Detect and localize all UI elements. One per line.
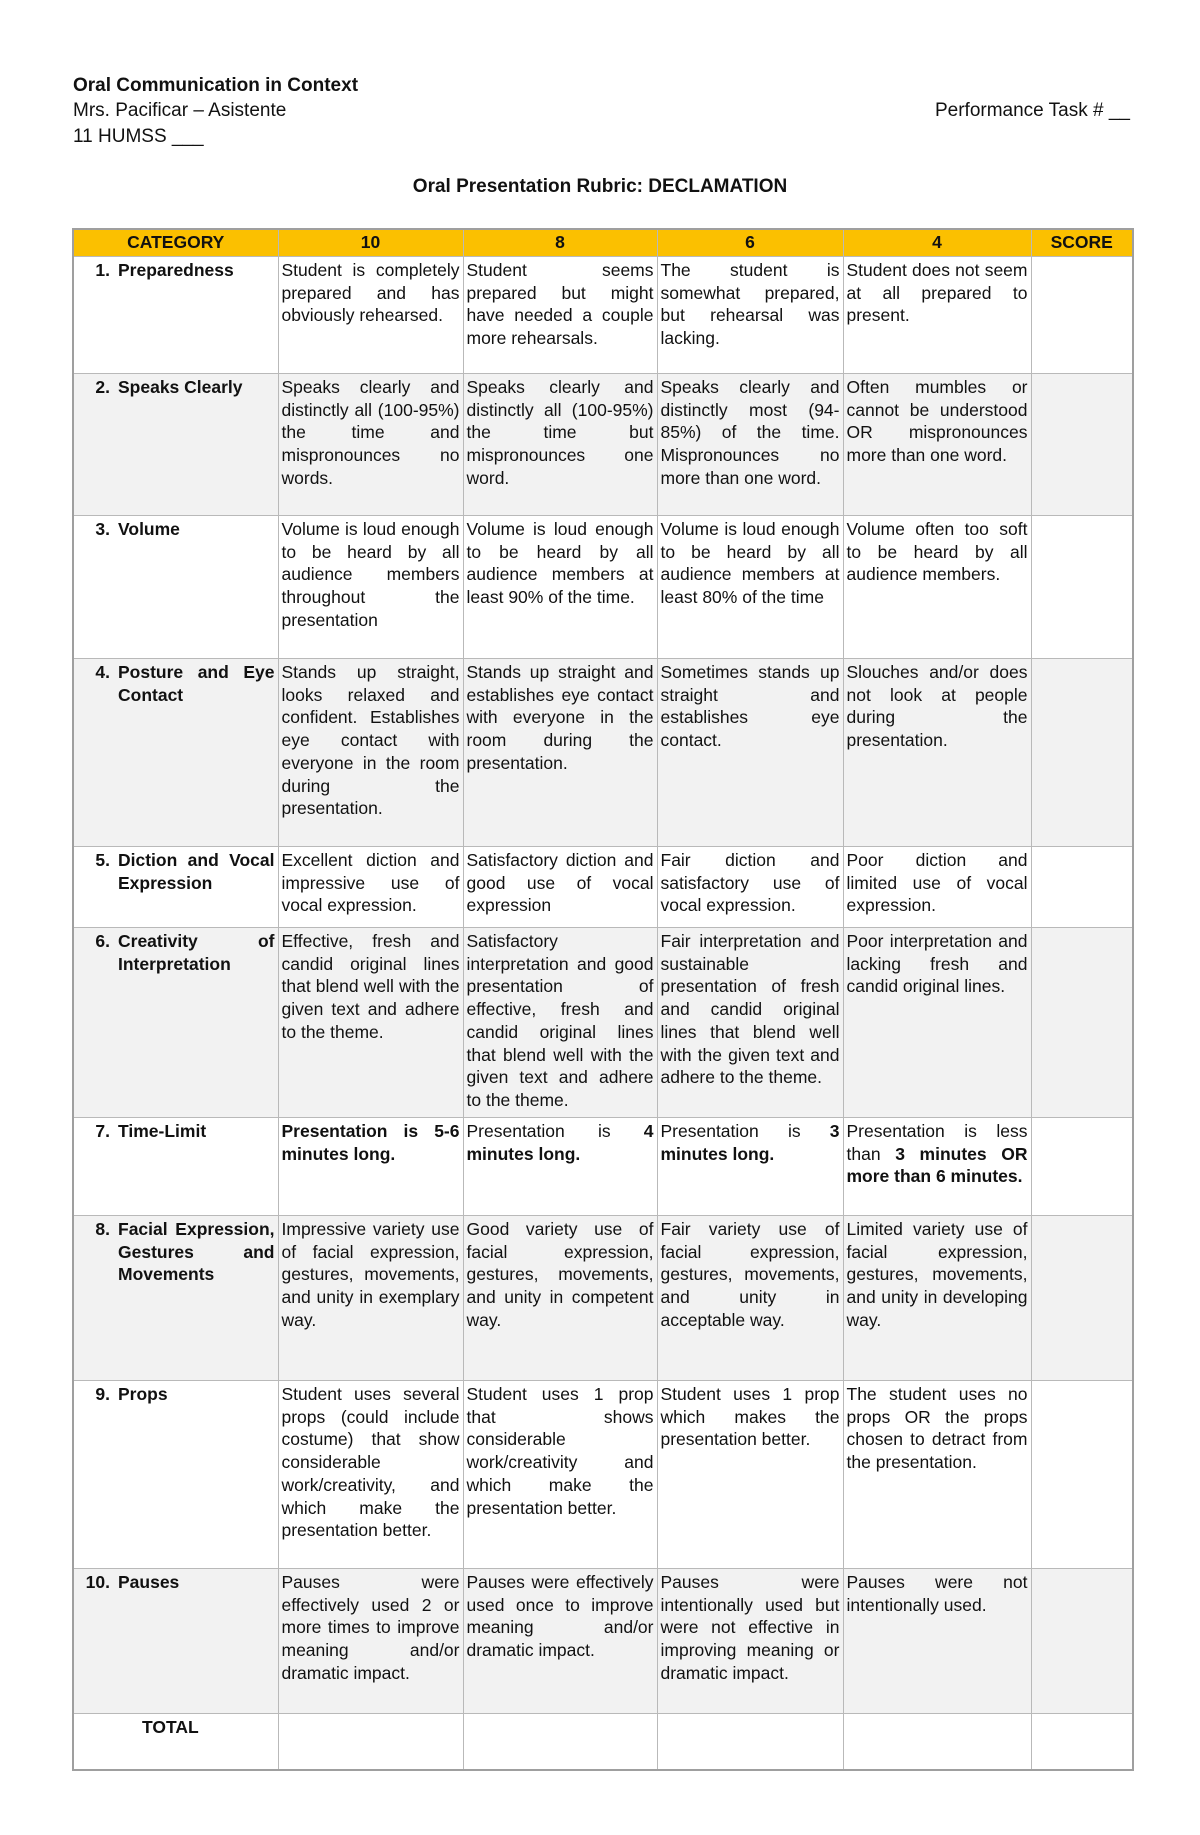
criteria-8-cell: Satisfactory interpretation and good presentation of effective, fresh and candid original lines that blend well with the given text and adhere to the theme. (463, 928, 657, 1118)
category-cell (73, 516, 278, 659)
criteria-10-cell: Presentation is 5-6 minutes long. (278, 1118, 463, 1216)
category-name: Posture and Eye Contact (118, 662, 275, 705)
category-name: Preparedness (118, 260, 234, 280)
criteria-8-cell: Volume is loud enough to be heard by all audience members at least 90% of the time. (463, 516, 657, 659)
table-row (73, 1216, 1133, 1381)
criteria-8-cell: Student uses 1 prop that shows considerable work/creativity and which make the presentation better. (463, 1381, 657, 1569)
category-cell (73, 1216, 278, 1381)
section-label: 11 HUMSS ___ (73, 126, 204, 147)
table-row (73, 1381, 1133, 1569)
category-number: 8. (95, 1219, 110, 1239)
criteria-6-cell: Speaks clearly and distinctly most (94-85%) of the time. Mispronounces no more than one word. (657, 374, 843, 516)
criteria-6-cell: Volume is loud enough to be heard by all audience members at least 80% of the time (657, 516, 843, 659)
column-header-8: 8 (463, 229, 657, 257)
criteria-4-cell: Poor diction and limited use of vocal expression. (843, 847, 1031, 928)
category-number: 6. (95, 931, 110, 951)
table-row (73, 928, 1133, 1118)
score-cell[interactable] (1031, 928, 1133, 1118)
teacher-name: Mrs. Pacificar – Asistente (73, 100, 287, 121)
category-name: Diction and Vocal Expression (118, 850, 275, 893)
column-header-10: 10 (278, 229, 463, 257)
criteria-6-cell: The student is somewhat prepared, but rehearsal was lacking. (657, 257, 843, 374)
column-header-4: 4 (843, 229, 1031, 257)
category-number: 2. (95, 377, 110, 397)
criteria-6-cell (657, 1118, 843, 1216)
criteria-6-cell: Pauses were intentionally used but were not effective in improving meaning or dramatic impact. (657, 1569, 843, 1714)
score-cell[interactable] (1031, 1381, 1133, 1569)
category-name: Props (118, 1384, 168, 1404)
category-cell (73, 1381, 278, 1569)
table-row (73, 516, 1133, 659)
score-cell[interactable] (1031, 1569, 1133, 1714)
category-name: Pauses (118, 1572, 180, 1592)
category-number: 3. (95, 519, 110, 539)
category-cell (73, 257, 278, 374)
criteria-8-cell (463, 1118, 657, 1216)
category-cell (73, 928, 278, 1118)
category-name: Creativity of Interpretation (118, 931, 275, 974)
criteria-4-cell: Poor interpretation and lacking fresh and candid original lines. (843, 928, 1031, 1118)
criteria-10-cell: Volume is loud enough to be heard by all audience members throughout the presentation (278, 516, 463, 659)
criteria-10-cell: Speaks clearly and distinctly all (100-95%) the time and mispronounces no words. (278, 374, 463, 516)
category-name: Time-Limit (118, 1121, 207, 1141)
criteria-6-cell: Fair diction and satisfactory use of vocal expression. (657, 847, 843, 928)
category-number: 7. (95, 1121, 110, 1141)
criteria-4-cell: The student uses no props OR the props chosen to detract from the presentation. (843, 1381, 1031, 1569)
criteria-10-cell: Student is completely prepared and has obviously rehearsed. (278, 257, 463, 374)
category-cell (73, 659, 278, 847)
category-name: Facial Expression, Gestures and Movements (118, 1219, 275, 1285)
category-cell (73, 1569, 278, 1714)
score-cell[interactable] (1031, 847, 1133, 928)
score-cell[interactable] (1031, 516, 1133, 659)
category-number: 9. (95, 1384, 110, 1404)
total-score-cell[interactable] (1031, 1714, 1133, 1770)
total-cell (843, 1714, 1031, 1770)
criteria-bold-text: 4 minutes long. (466, 1121, 654, 1164)
score-cell[interactable] (1031, 1216, 1133, 1381)
criteria-8-cell: Good variety use of facial expression, gestures, movements, and unity in competent way. (463, 1216, 657, 1381)
category-cell (73, 1118, 278, 1216)
criteria-10-cell: Pauses were effectively used 2 or more times to improve meaning and/or dramatic impact. (278, 1569, 463, 1714)
criteria-8-cell: Stands up straight and establishes eye contact with everyone in the room during the presentation. (463, 659, 657, 847)
category-name: Speaks Clearly (118, 377, 243, 397)
criteria-8-cell: Student seems prepared but might have needed a couple more rehearsals. (463, 257, 657, 374)
performance-task-label: Performance Task # __ (934, 100, 1130, 121)
criteria-10-cell: Stands up straight, looks relaxed and confident. Establishes eye contact with everyone in the room during the presentation. (278, 659, 463, 847)
total-cell (463, 1714, 657, 1770)
criteria-8-cell: Pauses were effectively used once to improve meaning and/or dramatic impact. (463, 1569, 657, 1714)
table-row (73, 847, 1133, 928)
table-row (73, 257, 1133, 374)
page-title: Oral Presentation Rubric: DECLAMATION (412, 176, 788, 197)
criteria-10-cell: Impressive variety use of facial expression, gestures, movements, and unity in exemplary way. (278, 1216, 463, 1381)
criteria-4-cell: Pauses were not intentionally used. (843, 1569, 1031, 1714)
criteria-bold-text: 3 minutes OR more than 6 minutes. (846, 1143, 1028, 1187)
criteria-10-cell: Student uses several props (could include costume) that show considerable work/creativity, and which make the presentation better. (278, 1381, 463, 1569)
table-header-row (73, 229, 1133, 257)
score-cell[interactable] (1031, 257, 1133, 374)
criteria-10-cell: Excellent diction and impressive use of vocal expression. (278, 847, 463, 928)
category-number: 4. (95, 662, 110, 682)
course-title: Oral Communication in Context (73, 75, 359, 96)
criteria-10-cell: Effective, fresh and candid original lines that blend well with the given text and adhere to the theme. (278, 928, 463, 1118)
column-header-score: SCORE (1031, 229, 1133, 257)
column-header-6: 6 (657, 229, 843, 257)
criteria-6-cell: Sometimes stands up straight and establishes eye contact. (657, 659, 843, 847)
score-cell[interactable] (1031, 1118, 1133, 1216)
criteria-4-cell: Volume often too soft to be heard by all audience members. (843, 516, 1031, 659)
criteria-4-cell (843, 1118, 1031, 1216)
criteria-text: Presentation is less than (846, 1121, 1028, 1164)
criteria-text: Presentation is (660, 1121, 830, 1141)
category-number: 5. (95, 850, 110, 870)
category-cell (73, 374, 278, 516)
criteria-6-cell: Student uses 1 prop which makes the presentation better. (657, 1381, 843, 1569)
score-cell[interactable] (1031, 659, 1133, 847)
column-header-category: CATEGORY (73, 229, 278, 257)
category-name: Volume (118, 519, 180, 539)
criteria-bold-text: 3 minutes long. (660, 1121, 840, 1164)
table-row (73, 659, 1133, 847)
table-row (73, 374, 1133, 516)
criteria-4-cell: Often mumbles or cannot be understood OR mispronounces more than one word. (843, 374, 1031, 516)
total-cell (278, 1714, 463, 1770)
criteria-6-cell: Fair variety use of facial expression, gestures, movements, and unity in acceptable way. (657, 1216, 843, 1381)
criteria-text: Presentation is (466, 1121, 644, 1141)
table-row (73, 1569, 1133, 1714)
table-row (73, 1118, 1133, 1216)
criteria-8-cell: Speaks clearly and distinctly all (100-95%) the time but mispronounces one word. (463, 374, 657, 516)
score-cell[interactable] (1031, 374, 1133, 516)
criteria-4-cell: Student does not seem at all prepared to present. (843, 257, 1031, 374)
category-number: 10. (85, 1572, 110, 1592)
criteria-4-cell: Limited variety use of facial expression, gestures, movements, and unity in developing way. (843, 1216, 1031, 1381)
total-label: TOTAL (73, 1714, 278, 1770)
criteria-6-cell: Fair interpretation and sustainable presentation of fresh and candid original lines that blend well with the given text and adhere to the theme. (657, 928, 843, 1118)
total-row (73, 1714, 1133, 1770)
category-number: 1. (95, 260, 110, 280)
category-cell (73, 847, 278, 928)
criteria-8-cell: Satisfactory diction and good use of vocal expression (463, 847, 657, 928)
rubric-table (72, 228, 1134, 1771)
criteria-4-cell: Slouches and/or does not look at people during the presentation. (843, 659, 1031, 847)
total-cell (657, 1714, 843, 1770)
